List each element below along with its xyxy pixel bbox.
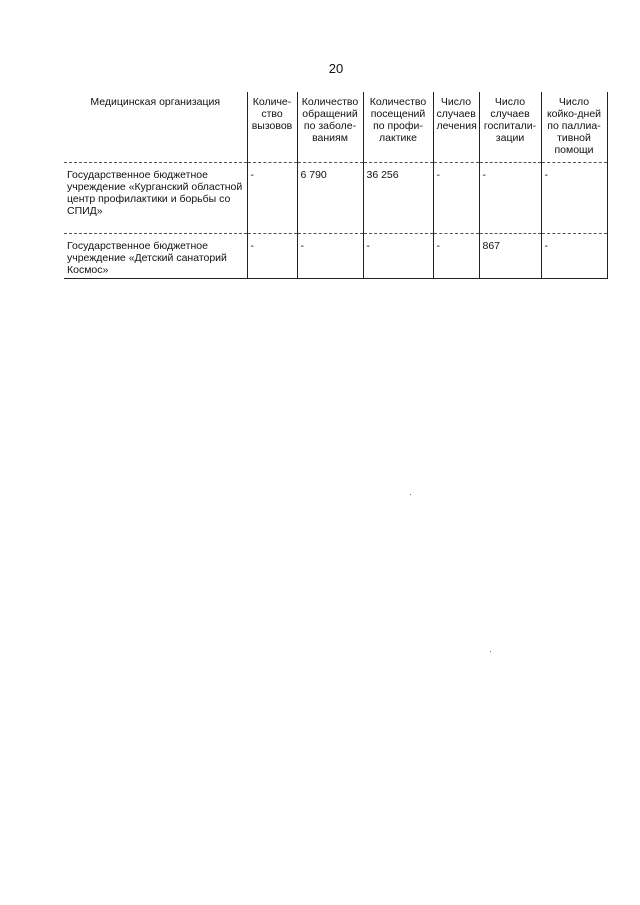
header-organization: Медицинская организация xyxy=(64,92,247,163)
cell-appeals: 6 790 xyxy=(297,163,363,234)
cell-appeals: - xyxy=(297,234,363,279)
cell-palliative: - xyxy=(541,234,607,279)
table-row xyxy=(64,234,607,279)
header-appeals: Количество обращений по заболе- ваниям xyxy=(297,92,363,163)
header-calls: Количе- ство вызовов xyxy=(247,92,297,163)
cell-treatment: - xyxy=(433,234,479,279)
cell-visits: 36 256 xyxy=(363,163,433,234)
header-palliative: Число койко-дней по паллиа- тивной помощи xyxy=(541,92,607,163)
header-row xyxy=(64,92,607,163)
data-table xyxy=(64,92,608,279)
page-number: 20 xyxy=(328,61,344,76)
cell-organization: Государственное бюджетное учреждение «Курганский областной центр профилактики и борьбы со СПИД» xyxy=(64,163,247,234)
cell-hospitalization: - xyxy=(479,163,541,234)
table-row xyxy=(64,163,607,234)
cell-calls: - xyxy=(247,163,297,234)
cell-visits: - xyxy=(363,234,433,279)
cell-treatment: - xyxy=(433,163,479,234)
header-hospitalization: Число случаев госпитали- зации xyxy=(479,92,541,163)
cell-palliative: - xyxy=(541,163,607,234)
cell-organization: Государственное бюджетное учреждение «Детский санаторий Космос» xyxy=(64,234,247,279)
cell-hospitalization: 867 xyxy=(479,234,541,279)
cell-calls: - xyxy=(247,234,297,279)
scan-speck xyxy=(490,651,491,652)
scan-speck xyxy=(410,494,411,495)
header-treatment: Число случаев лечения xyxy=(433,92,479,163)
header-visits: Количество посещений по профи- лактике xyxy=(363,92,433,163)
